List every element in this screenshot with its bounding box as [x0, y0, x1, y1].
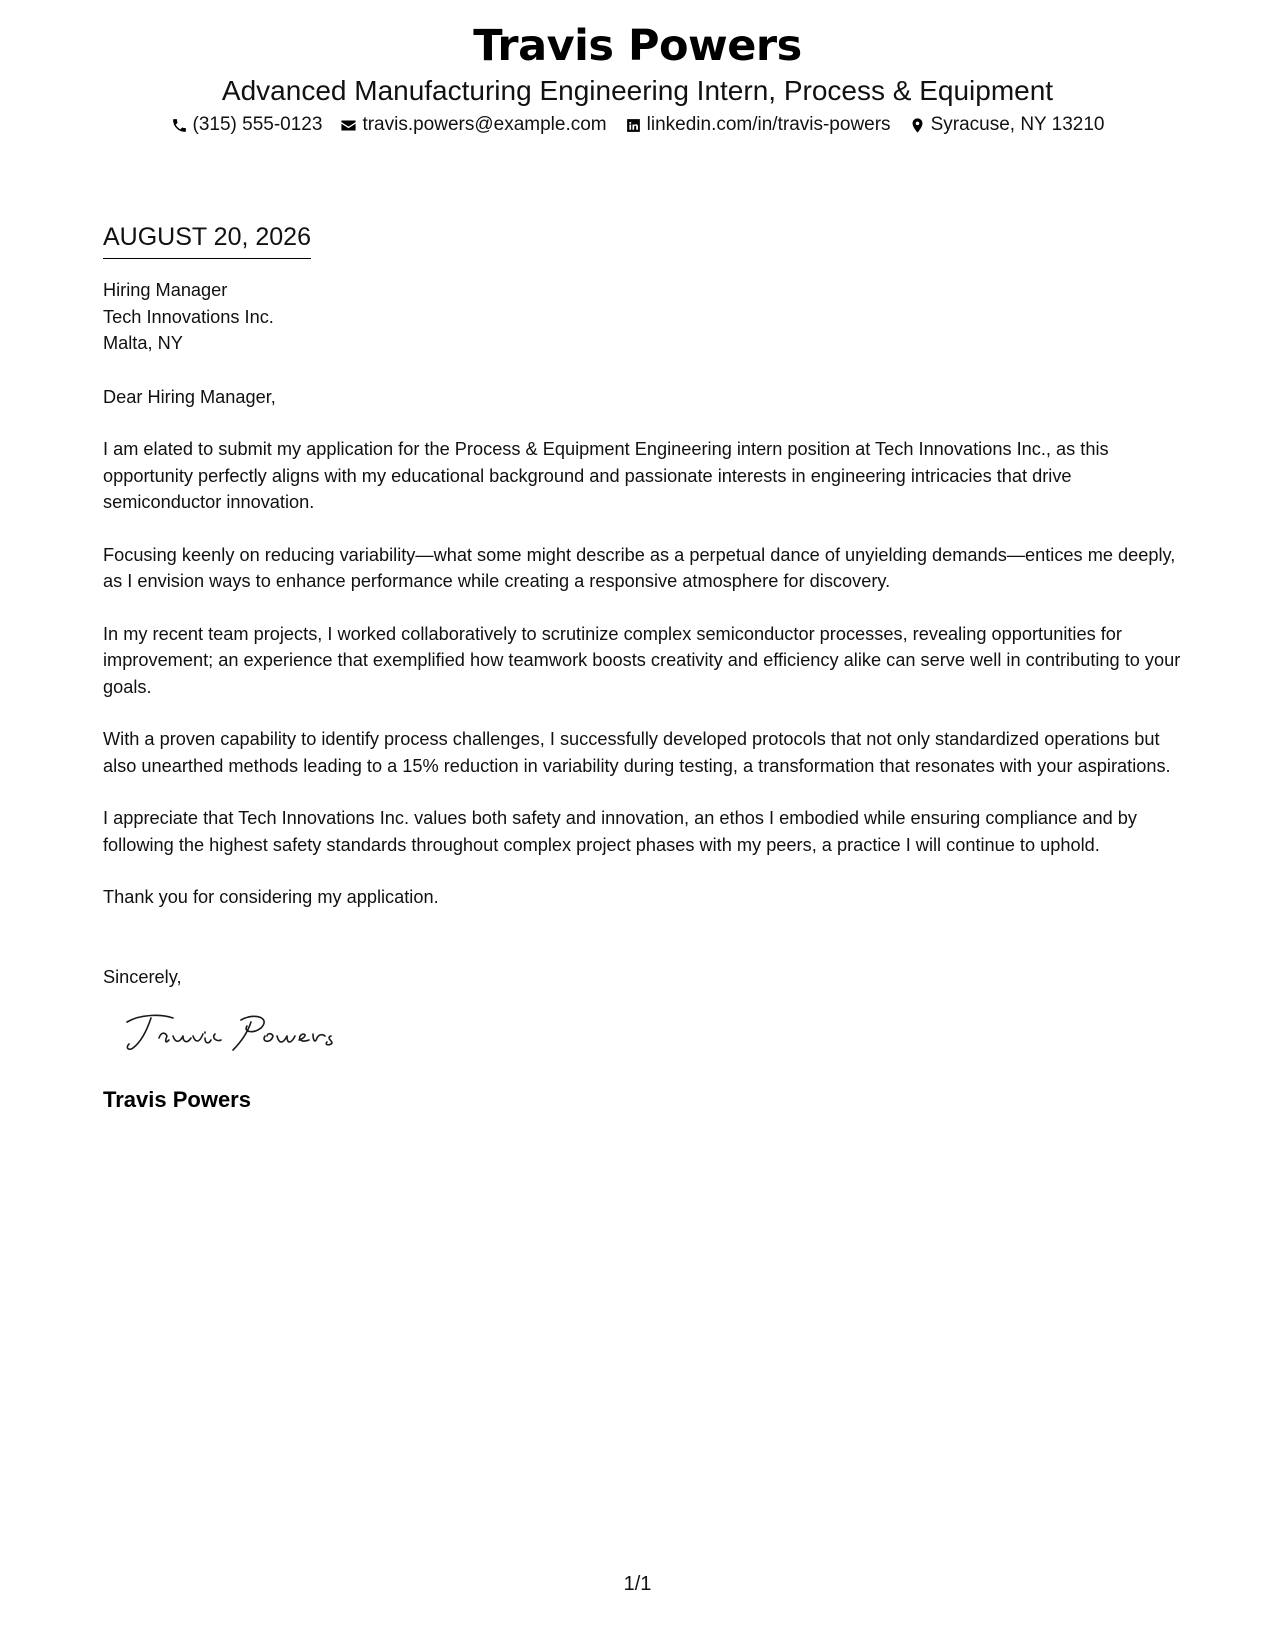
signer-name: Travis Powers: [103, 1087, 251, 1112]
applicant-role: Advanced Manufacturing Engineering Intern, Process & Equipment: [221, 75, 1054, 106]
body-paragraph: I appreciate that Tech Innovations Inc. values both safety and innovation, an ethos I embodied while ensuring compliance and by following the highest safety standards throughout complex project phases with my peers, a practice I will continue to uphold.: [103, 808, 1137, 855]
body-paragraph: With a proven capability to identify process challenges, I successfully developed protocols that not only standardized operations but also unearthed methods leading to a 15% reduction in variability during testing, a transformation that resonates with your aspirations.: [103, 729, 1171, 776]
body-paragraph: Focusing keenly on reducing variability—what some might describe as a perpetual dance of unyielding demands—entices me deeply, as I envision ways to enhance performance while creating a responsive atmosphere for discovery.: [103, 544, 1176, 591]
handwritten-signature: [121, 1008, 1183, 1064]
envelope-icon: [340, 117, 357, 134]
letter-date: AUGUST 20, 2026: [103, 223, 311, 251]
letter-body: [103, 222, 1183, 1114]
contact-phone-text: (315) 555-0123: [192, 114, 323, 135]
contact-location: [909, 113, 1105, 137]
page-number: 1/1: [623, 1573, 652, 1595]
applicant-name: Travis Powers: [473, 21, 802, 71]
recipient-line: Malta, NY: [103, 333, 183, 353]
contact-phone: [171, 113, 323, 137]
body-paragraph: Thank you for considering my application.: [103, 887, 439, 907]
contact-location-text: Syracuse, NY 13210: [930, 114, 1105, 135]
map-pin-icon: [909, 117, 926, 134]
body-paragraph: In my recent team projects, I worked collaboratively to scrutinize complex semiconductor processes, revealing opportunities for improvement; an experience that exemplified how teamwork boosts creativity and efficiency alike can serve well in contributing to your goals.: [103, 623, 1181, 697]
recipient-line: Hiring Manager: [103, 280, 228, 300]
body-paragraph: I am elated to submit my application for the Process & Equipment Engineering intern position at Tech Innovations Inc., as this opportunity perfectly aligns with my educational background and passionate interests in engineering intricacies that drive semiconductor innovation.: [103, 439, 1109, 512]
contact-linkedin-text: linkedin.com/in/travis-powers: [646, 114, 891, 135]
letter-header: [0, 18, 1275, 137]
linkedin-icon: [625, 117, 642, 134]
recipient-line: Tech Innovations Inc.: [103, 306, 274, 327]
date-block: [103, 222, 311, 259]
contact-email[interactable]: [340, 113, 606, 137]
phone-icon: [171, 117, 188, 134]
signature-image: [121, 1008, 351, 1064]
recipient-block: [103, 277, 1183, 357]
contact-linkedin[interactable]: [625, 113, 891, 137]
salutation: Dear Hiring Manager,: [103, 386, 276, 407]
closing: Sincerely,: [103, 966, 182, 987]
contact-email-text: travis.powers@example.com: [362, 114, 607, 135]
contact-bar: [0, 113, 1275, 137]
